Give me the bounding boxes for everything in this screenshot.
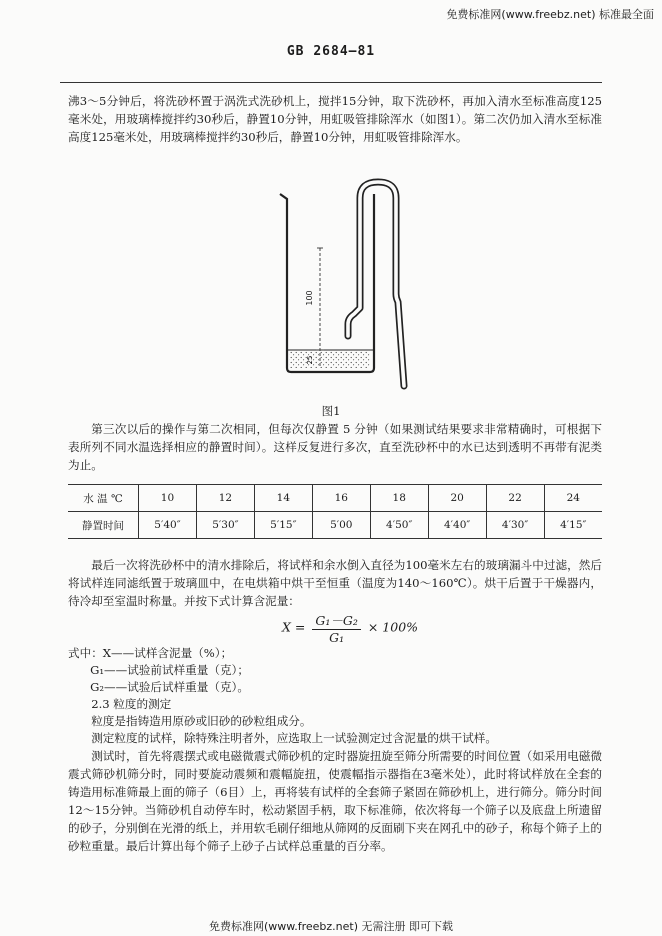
definition-line: G₁——试验前试样重量（克）； (68, 663, 249, 677)
temp-cell: 16 (312, 485, 370, 512)
mud-content-formula (282, 611, 418, 645)
time-cell: 4′30″ (486, 512, 544, 539)
table-row-temperature (68, 485, 602, 512)
paragraph-third-text: 第三次以后的操作与第二次相同，但每次仅静置 5 分钟（如果测试结果要求非常精确时，可根据下表所列不同水温选择相应的静置时间）。这样反复进行多次，直至洗砂杯中的水已达到透明不再带有泥类为止。 (68, 422, 602, 472)
standard-number: GB 2684—81 (286, 44, 376, 59)
temp-cell: 10 (139, 485, 197, 512)
section-paragraph-3: 测试时，首先将震摆式或电磁微震式筛砂机的定时器旋扭旋至筛分所需要的时间位置（如采用电磁微震式筛砂机筛分时，同时要旋动震频和震幅旋扭，使震幅指示器指在3毫米处），此时将试样放在全套的铸造用标准筛最上面的筛子（6目）上，再将装有试样的全套筛子紧固在筛砂机上，进行筛分。筛分时间12～15分钟。当筛砂机自动停车时，松动紧固手柄，取下标准筛，依次将每一个筛子以及底盘上所遗留的砂子，分别倒在光滑的纸上，并用软毛刷仔细地从筛网的反面刷下夹在网孔中的砂子，称每个筛子上的砂粒重量。最后计算出每个筛子上砂子占试样总重量的百分率。 (68, 749, 602, 853)
temp-cell: 20 (428, 485, 486, 512)
watermark-bottom: 免费标准网(www.freebz.net) 无需注册 即可下载 (208, 920, 454, 933)
formula-denominator: G₁ (329, 630, 345, 645)
section-paragraph-2: 测定粒度的试样，除特殊注明者外，应选取上一试验测定过含泥量的烘干试样。 (91, 731, 497, 745)
header-rule (60, 82, 602, 83)
watermark-top: 免费标准网(www.freebz.net) 标准最全面 (446, 8, 654, 21)
time-cell: 4′15″ (544, 512, 602, 539)
table-row-settling-time (68, 512, 602, 539)
definition-line: 式中：X——试样含泥量（%）； (68, 646, 233, 660)
row-header-temperature: 水 温 ℃ (68, 485, 139, 512)
time-cell: 5′15″ (254, 512, 312, 539)
figure-caption: 图1 (321, 404, 341, 418)
temp-cell: 18 (370, 485, 428, 512)
formula-equals: = (294, 619, 306, 635)
time-cell: 5′40″ (139, 512, 197, 539)
section-heading: 2.3 粒度的测定 (91, 697, 172, 711)
paragraph-top (68, 92, 602, 146)
temp-cell: 24 (544, 485, 602, 512)
paragraph-top-text: 沸3～5分钟后，将洗砂杯置于涡洗式洗砂机上，搅拌15分钟，取下洗砂杯，再加入清水至标准高度125毫米处，用玻璃棒搅拌约30秒后，静置10分钟，用虹吸管排除浑水（如图1）。第二次仍加入清水至标准高度125毫米处，用玻璃棒搅拌约30秒后，静置10分钟，用虹吸管排除浑水。 (68, 94, 602, 144)
time-cell: 4′50″ (370, 512, 428, 539)
settling-time-table (68, 484, 602, 539)
time-cell: 4′40″ (428, 512, 486, 539)
formula-tail: × 100% (367, 619, 419, 635)
paragraph-third (68, 420, 602, 474)
dim-100-label: 100 (305, 290, 314, 306)
definition-line: G₂——试验后试样重量（克）。 (68, 680, 249, 694)
dim-25-label: 25 (306, 355, 314, 365)
formula-numerator: G₁－G₂ (312, 611, 361, 630)
paragraph-after-table-text: 最后一次将洗砂杯中的清水排除后，将试样和余水倒入直径为100毫米左右的玻璃漏斗中过滤，然后将试样连同滤纸置于玻璃皿中，在电烘箱中烘干至恒重（温度为140～160℃）。烘干后置于干燥器内，待冷却至室温时称量。并按下式计算含泥量： (68, 558, 602, 608)
formula-lhs: X (282, 619, 291, 635)
temp-cell: 12 (196, 485, 254, 512)
temp-cell: 14 (254, 485, 312, 512)
formula-fraction (312, 611, 361, 645)
section-paragraph-1: 粒度是指铸造用原砂或旧砂的砂粒组成分。 (91, 714, 312, 728)
temp-cell: 22 (486, 485, 544, 512)
time-cell: 5′00 (312, 512, 370, 539)
row-header-settling-time: 静置时间 (68, 512, 139, 539)
formula-definitions (68, 645, 602, 855)
time-cell: 5′30″ (196, 512, 254, 539)
figure-1-beaker (270, 176, 450, 400)
paragraph-after-table (68, 556, 602, 610)
sediment (289, 351, 370, 368)
